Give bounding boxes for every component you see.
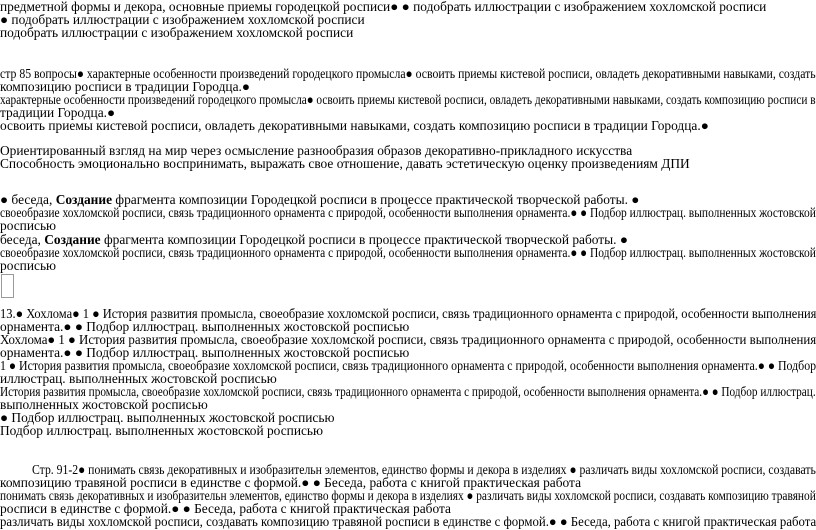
text-line: орнамента.● ● Подбор иллюстрац. выполненных жостовской росписью	[0, 319, 410, 334]
text-line: 13.● Хохлома● 1 ● История развития промысла, своеобразие хохломской росписи, связь традиционного орнамента с природой, особенности выполнения	[0, 306, 816, 321]
text-line: различать виды хохломской росписи, создавать композицию травяной росписи в единстве с формой.● ● Беседа, работа с книгой практическая работа	[0, 514, 816, 529]
text-line: своеобразие хохломской росписи, связь традиционного орнамента с природой, особенности выполнения орнамента.● ● Подбор иллюстрац. выполненных жостовской	[0, 245, 816, 260]
text-line: своеобразие хохломской росписи, связь традиционного орнамента с природой, особенности выполнения орнамента.● ● Подбор иллюстрац. выполненных жостовской	[0, 205, 816, 220]
empty-checkbox-placeholder	[1, 274, 14, 298]
text-line: характерные особенности произведений городецкого промысла● освоить приемы кистевой росписи, овладеть декоративными навыками, создать композицию росписи в	[0, 92, 816, 107]
text-line: предметной формы и декора, основные приемы городецкой росписи● ● подобрать иллюстрации с изображением хохломской росписи	[0, 0, 767, 14]
text-line: стр 85 вопросы● характерные особенности произведений городецкого промысла● освоить приемы кистевой росписи, овладеть декоративными навыками, создать	[0, 66, 816, 81]
text-span: беседа,	[0, 232, 45, 247]
text-line: росписи в единстве с формой.● ● Беседа, работа с книгой практическая работа	[0, 501, 451, 516]
text-line: подобрать иллюстрации с изображением хохломской росписи	[0, 25, 354, 40]
text-line: орнамента.● ● Подбор иллюстрац. выполненных жостовской росписью	[0, 345, 410, 360]
bold-word: Создание	[44, 232, 101, 247]
text-span: фрагмента композиции Городецкой росписи в процессе практической творческой работы. ●	[100, 232, 628, 247]
text-line: освоить приемы кистевой росписи, овладеть декоративными навыками, создать композицию росписи в традиции Городца.●	[0, 118, 709, 133]
text-span: фрагмента композиции Городецкой росписи в процессе практической творческой работы. ●	[112, 192, 640, 207]
text-line: росписью	[0, 258, 57, 273]
text-line: Хохлома● 1 ● История развития промысла, своеобразие хохломской росписи, связь традиционного орнамента с природой, особенности выполнения	[0, 332, 816, 347]
text-line: иллюстрац. выполненных жостовской росписью	[0, 371, 277, 386]
text-line: понимать связь декоративных и изобразительн элементов, единство формы и декора в изделиях ● различать виды хохломской росписи, создавать композицию травяной	[0, 488, 816, 503]
text-line: традиции Городца.●	[0, 105, 116, 120]
text-line: ● Подбор иллюстрац. выполненных жостовской росписью	[0, 410, 335, 425]
text-line: композицию травяной росписи в единстве с формой.● ● Беседа, работа с книгой практическая работа	[0, 475, 582, 490]
text-line: Подбор иллюстрац. выполненных жостовской росписью	[0, 423, 324, 438]
text-line: 1 ● История развития промысла, своеобразие хохломской росписи, связь традиционного орнамента с природой, особенности выполнения орнамента.● ● Подбор	[0, 358, 816, 373]
text-line: ● подобрать иллюстрации с изображением хохломской росписи	[0, 12, 365, 27]
bold-word: Создание	[55, 192, 113, 207]
text-line: Способность эмоционально воспринимать, выражать свое отношение, давать эстетическую оценку произведениям ДПИ	[0, 156, 690, 171]
text-line: История развития промысла, своеобразие хохломской росписи, связь традиционного орнамента с природой, особенности выполнения орнамента.● ● Подбор иллюстрац.	[0, 384, 816, 399]
text-line: композицию росписи в традиции Городца.●	[0, 79, 250, 94]
text-line: Стр. 91-2● понимать связь декоративных и изобразительн элементов, единство формы и декора в изделиях ● различать виды хохломской росписи, создавать	[32, 462, 816, 477]
text-line: Ориентированный взгляд на мир через осмысление разнообразия образов декоративно-прикладного искусства	[0, 143, 633, 158]
text-line: росписью	[0, 218, 57, 233]
text-span: ● беседа,	[0, 192, 56, 207]
text-line: выполненных жостовской росписью	[0, 397, 208, 412]
